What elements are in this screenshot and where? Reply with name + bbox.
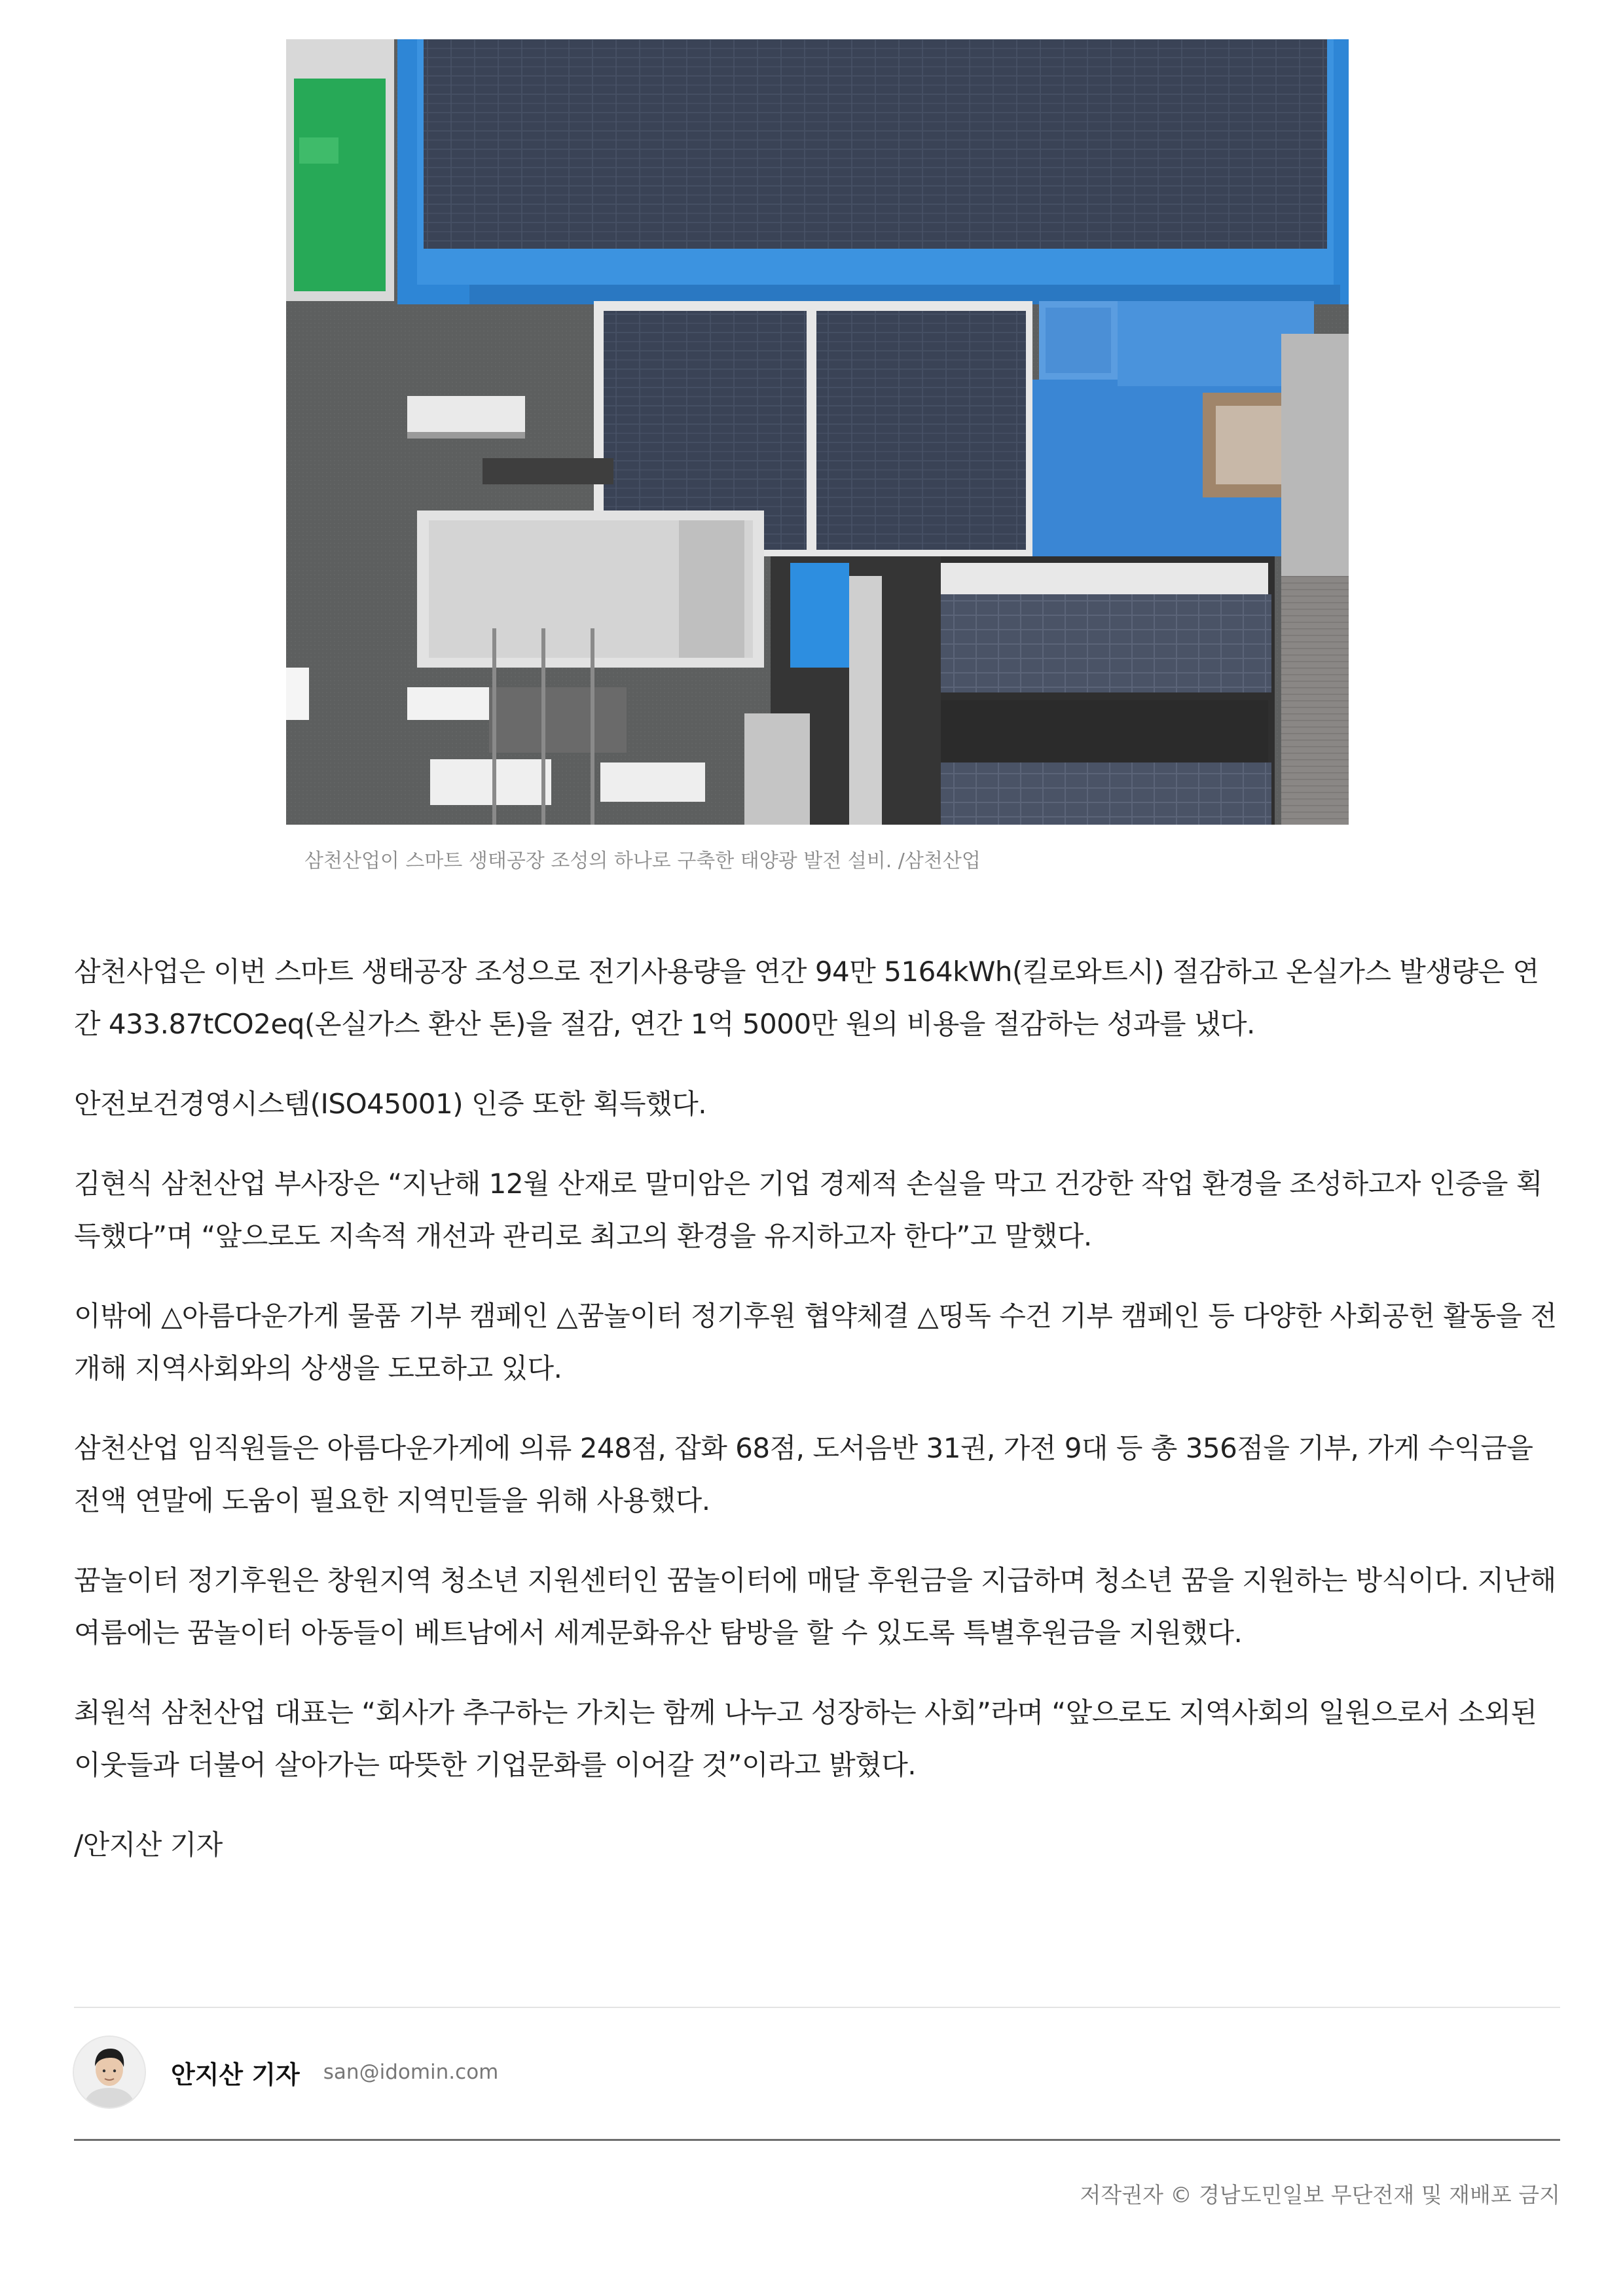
copyright-notice: 저작권자 © 경남도민일보 무단전재 및 재배포 금지 xyxy=(1080,2182,1560,2208)
article-paragraph: 안전보건경영시스템(ISO45001) 인증 또한 획득했다. xyxy=(74,1088,707,1120)
article-paragraph: 이밖에 △아름다운가게 물품 기부 캠페인 △꿈놀이터 정기후원 협약체결 △띵독 수건 기부 캠페인 등 다양한 사회공헌 활동을 전개해 지역사회와의 상생을 도모하고 있다. xyxy=(74,1300,1557,1384)
author-byline xyxy=(74,2036,498,2109)
byline-divider xyxy=(74,2007,1560,2008)
article-body xyxy=(74,946,1560,1899)
article-paragraph: 최원석 삼천산업 대표는 “회사가 추구하는 가치는 함께 나누고 성장하는 사회”라며 “앞으로도 지역사회의 일원으로서 소외된 이웃들과 더불어 살아가는 따뜻한 기업문화를 이어갈 것”이라고 밝혔다. xyxy=(74,1696,1537,1781)
photo-caption: 삼천산업이 스마트 생태공장 조성의 하나로 구축한 태양광 발전 설비. /삼천산업 xyxy=(304,850,981,872)
reporter-email[interactable]: san@idomin.com xyxy=(323,2060,499,2084)
footer-divider xyxy=(74,2139,1560,2141)
reporter-name[interactable]: 안지산 기자 xyxy=(171,2060,300,2089)
article-paragraph: 삼천산업 임직원들은 아름다운가게에 의류 248점, 잡화 68점, 도서음반 31권, 가전 9대 등 총 356점을 기부, 가게 수익금을 전액 연말에 도움이 필요한 지역민들을 위해 사용했다. xyxy=(74,1432,1533,1516)
article-paragraph: 꿈놀이터 정기후원은 창원지역 청소년 지원센터인 꿈놀이터에 매달 후원금을 지급하며 청소년 꿈을 지원하는 방식이다. 지난해 여름에는 꿈놀이터 아동들이 베트남에서 세계문화유산 탐방을 할 수 있도록 특별후원금을 지원했다. xyxy=(74,1564,1556,1649)
article-paragraph: 삼천사업은 이번 스마트 생태공장 조성으로 전기사용량을 연간 94만 5164kWh(킬로와트시) 절감하고 온실가스 발생량은 연간 433.87tCO2eq(온실가스 환산 톤)을 절감, 연간 1억 5000만 원의 비용을 절감하는 성과를 냈다. xyxy=(74,956,1539,1040)
reporter-avatar-icon[interactable] xyxy=(74,2037,145,2108)
article-paragraph: 김현식 삼천산업 부사장은 “지난해 12월 산재로 말미암은 기업 경제적 손실을 막고 건강한 작업 환경을 조성하고자 인증을 획득했다”며 “앞으로도 지속적 개선과 관리로 최고의 환경을 유지하고자 한다”고 말했다. xyxy=(74,1168,1542,1252)
article-signoff: /안지산 기자 xyxy=(74,1829,223,1861)
article-photo xyxy=(286,39,1349,825)
